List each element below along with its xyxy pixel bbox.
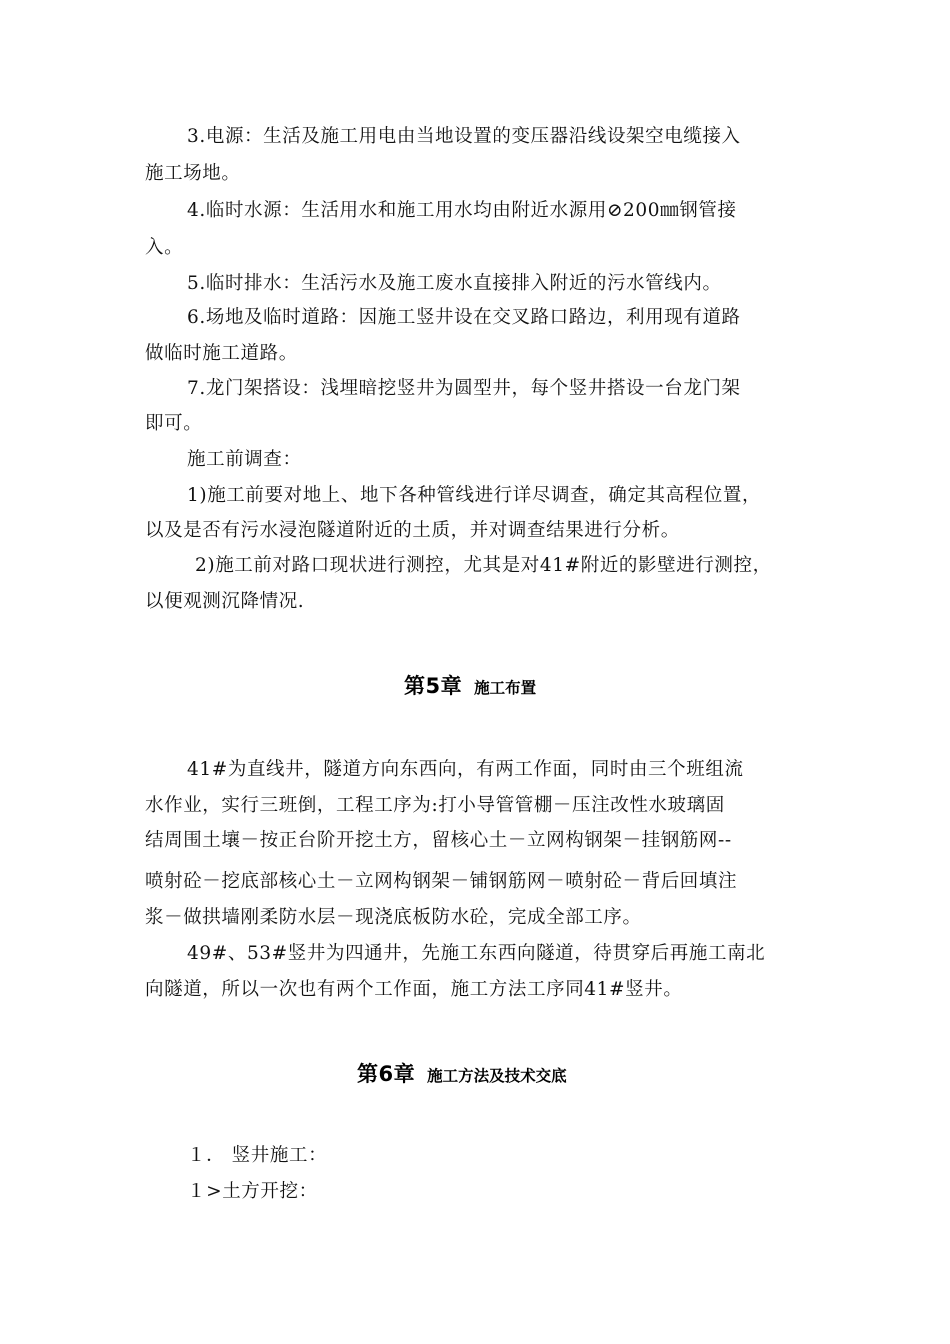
chapter-5-para1-line-2: 水作业，实行三班倒，工程工序为:打小导管管棚－压注改性水玻璃固 [145, 795, 725, 816]
gantry-item-line-1: 7.龙门架搭设：浅埋暗挖竖井为圆型井，每个竖井搭设一台龙门架 [187, 378, 741, 399]
survey-heading: 施工前调查： [187, 449, 302, 470]
chapter-5-para1-line-3: 结周围土壤－按正台阶开挖土方，留核心土－立网构钢架－挂钢筋网-- [145, 830, 732, 851]
chapter-6-title: 施工方法及技术交底 [427, 1067, 567, 1085]
chapter-5-para2-line-1: 49#、53#竖井为四通井，先施工东西向隧道，待贯穿后再施工南北 [187, 943, 766, 964]
chapter-5-title: 施工布置 [474, 679, 537, 697]
chapter-5-number: 第5章 [404, 674, 463, 698]
roads-item-line-1: 6.场地及临时道路：因施工竖井设在交叉路口路边，利用现有道路 [187, 307, 741, 328]
survey-item2-line-1: 2)施工前对路口现状进行测控，尤其是对41#附近的影壁进行测控， [195, 555, 772, 576]
survey-item2-line-2: 以便观测沉降情况. [145, 591, 305, 612]
chapter-5-para1-line-4: 喷射砼－挖底部核心土－立网构钢架－铺钢筋网－喷射砼－背后回填注 [145, 871, 738, 892]
chapter-5-para1-line-5: 浆－做拱墙刚柔防水层－现浇底板防水砼，完成全部工序。 [145, 907, 642, 928]
chapter-5-heading [404, 670, 536, 700]
chapter-6-number: 第6章 [357, 1062, 416, 1086]
chapter-5-para2-line-2: 向隧道，所以一次也有两个工作面，施工方法工序同41#竖井。 [145, 979, 683, 1000]
chapter-5-para1-line-1: 41#为直线井，隧道方向东西向，有两工作面，同时由三个班组流 [187, 759, 744, 780]
water-item-line-1: 4.临时水源：生活用水和施工用水均由附近水源用⊘200㎜钢管接 [187, 200, 737, 221]
chapter-6-item-1: １． 竖井施工： [187, 1145, 328, 1166]
chapter-6-heading [357, 1058, 567, 1088]
power-item-line-1: 3.电源：生活及施工用电由当地设置的变压器沿线设架空电缆接入 [187, 126, 741, 147]
roads-item-line-2: 做临时施工道路。 [145, 343, 298, 364]
gantry-item-line-2: 即可。 [145, 413, 203, 434]
survey-item1-line-2: 以及是否有污水浸泡隧道附近的土质，并对调查结果进行分析。 [145, 520, 680, 541]
power-item-line-2: 施工场地。 [145, 163, 241, 184]
drainage-item-line-1: 5.临时排水：生活污水及施工废水直接排入附近的污水管线内。 [187, 273, 722, 294]
survey-item1-line-1: 1)施工前要对地上、地下各种管线进行详尽调查，确定其高程位置， [187, 485, 762, 506]
water-item-line-2: 入。 [145, 237, 184, 258]
chapter-6-item-1-sub: １>土方开挖： [187, 1181, 318, 1202]
